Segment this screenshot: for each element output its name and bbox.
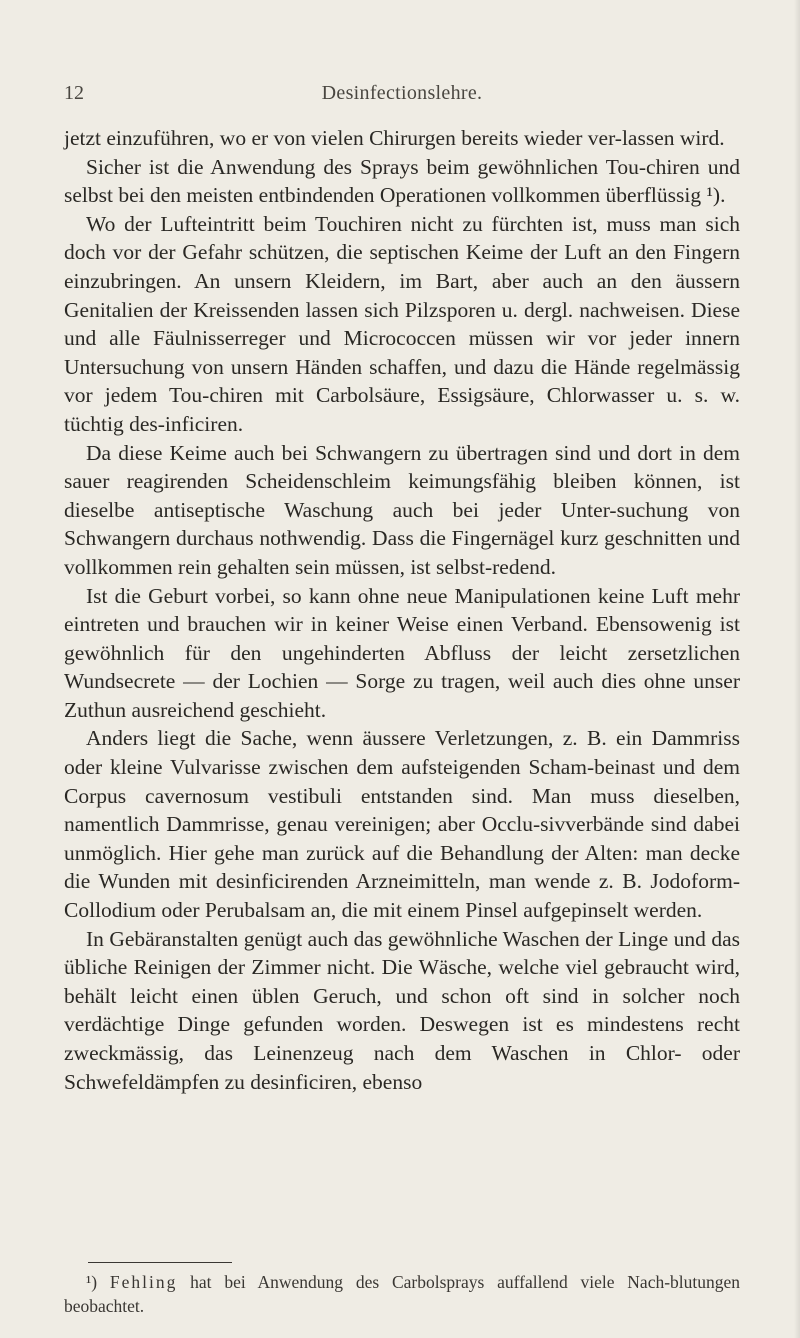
paragraph: Wo der Lufteintritt beim Touchiren nicht zu fürchten ist, muss man sich doch vor der Gefahr schützen, die septischen Keime der Luft an den Fingern einzubringen. An unsern Kleidern, im Bart, aber auch an den äussern Genitalien der Kreissenden lassen sich Pilzsporen u. dergl. nachweisen. Diese und alle Fäulnisserreger und Micrococcen müssen wir vor jeder innern Untersuchung von unsern Händen schaffen, und dazu die Hände regelmässig vor jedem Tou-chiren mit Carbolsäure, Essigsäure, Chlorwasser u. s. w. tüchtig des-inficiren. bbox=[64, 211, 740, 436]
paragraph: Anders liegt die Sache, wenn äussere Verletzungen, z. B. ein Dammriss oder kleine Vulvarisse zwischen dem aufsteigenden Scham-beinast und dem Corpus cavernosum vestibuli entstanden sind. Man muss dieselben, namentlich Dammrisse, genau vereinigen; aber Occlu-sivverbände sind dabei unmöglich. Hier gehe man zurück auf die Behandlung der Alten: man decke die Wunden mit desinficirenden Arzneimitteln, man wende z. B. Jodoform-Collodium oder Perubalsam an, die mit einem Pinsel aufgepinselt werden. bbox=[64, 726, 740, 923]
body-text bbox=[64, 124, 740, 1096]
paragraph: Sicher ist die Anwendung des Sprays beim gewöhnlichen Tou-chiren und selbst bei den meisten entbindenden Operationen vollkommen überflüssig ¹). bbox=[64, 154, 740, 208]
scan-edge-shadow bbox=[794, 0, 800, 1338]
footnote-text: hat bei Anwendung des Carbolsprays auffallend viele Nach-blutungen beobachtet. bbox=[64, 1272, 741, 1316]
paragraph: Ist die Geburt vorbei, so kann ohne neue Manipulationen keine Luft mehr eintreten und brauchen wir in keiner Weise einen Verband. Ebensowenig ist gewöhnlich für den ungehinderten Abfluss der leicht zersetzlichen Wundsecrete — der Lochien — Sorge zu tragen, weil auch dies ohne unser Zuthun ausreichend geschieht. bbox=[64, 583, 740, 722]
page-header bbox=[64, 82, 740, 108]
running-head: Desinfectionslehre. bbox=[321, 82, 483, 104]
footnote-divider bbox=[88, 1262, 232, 1263]
footnote bbox=[64, 1270, 740, 1318]
paragraph: In Gebäranstalten genügt auch das gewöhnliche Waschen der Linge und das übliche Reinigen der Zimmer nicht. Die Wäsche, welche viel gebraucht wird, behält leicht einen üblen Geruch, und schon oft sind in solcher noch verdächtige Dinge gefunden worden. Deswegen ist es mindestens recht zweckmässig, das Leinenzeug nach dem Waschen in Chlor- oder Schwefeldämpfen zu desinficiren, ebenso bbox=[64, 926, 740, 1094]
paragraph: Da diese Keime auch bei Schwangern zu übertragen sind und dort in dem sauer reagirenden Scheidenschleim keimungsfähig bleiben können, ist dieselbe antiseptische Waschung auch bei jeder Unter-suchung von Schwangern durchaus nothwendig. Dass die Fingernägel kurz geschnitten und vollkommen rein gehalten sein müssen, ist selbst-redend. bbox=[64, 440, 740, 579]
page-number: 12 bbox=[64, 82, 84, 104]
footnote-author: Fehling bbox=[109, 1272, 178, 1292]
footnote-marker: ¹) bbox=[86, 1272, 98, 1292]
paragraph-continuation: jetzt einzuführen, wo er von vielen Chirurgen bereits wieder ver-lassen wird. bbox=[64, 126, 725, 150]
